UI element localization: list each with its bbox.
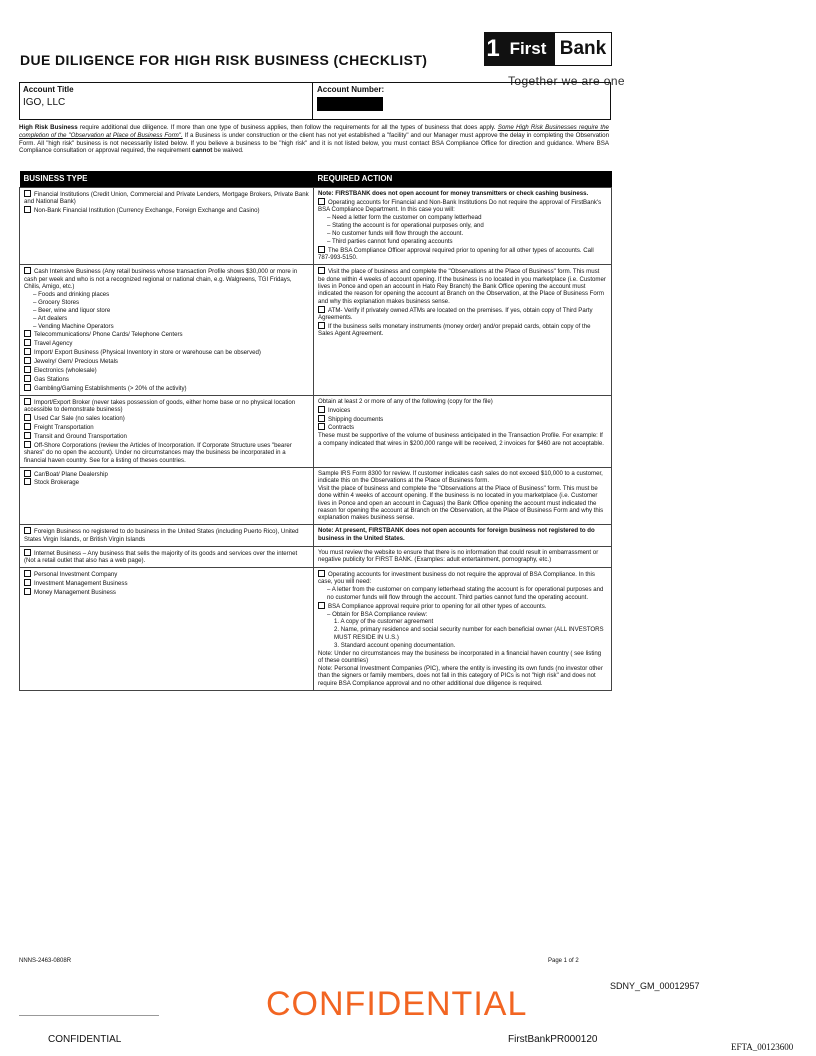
item-text: Personal Investment Company <box>34 570 118 578</box>
list-item <box>318 650 607 665</box>
checkbox[interactable] <box>318 198 325 205</box>
required-action-cell <box>314 188 612 265</box>
business-type-cell <box>20 395 314 467</box>
checkbox[interactable] <box>24 339 31 346</box>
intro-bold-lead: High Risk Business <box>19 124 78 131</box>
checkbox[interactable] <box>318 570 325 577</box>
list-item <box>318 527 607 542</box>
item-text: 3. Standard account opening documentation. <box>334 641 456 649</box>
item-text: Invoices <box>328 406 351 414</box>
item-text: BSA Compliance approval require prior to opening for all other types of accounts. <box>328 602 547 610</box>
item-text: Note: At present, FIRSTBANK does not open accounts for foreign business not registered to do business in the United States. <box>318 527 595 542</box>
list-item <box>318 602 607 610</box>
checklist-table <box>19 171 612 691</box>
list-item <box>24 549 309 565</box>
checkbox[interactable] <box>24 588 31 595</box>
list-item <box>24 299 309 306</box>
item-text: – Foods and drinking places <box>33 290 110 298</box>
business-type-cell <box>20 467 314 525</box>
required-action-cell <box>314 525 612 546</box>
item-text: – Third parties cannot fund operating accounts <box>327 237 453 245</box>
list-item <box>318 626 607 641</box>
checkbox[interactable] <box>24 206 31 213</box>
intro-text-b: If a Business is under construction or the client has not yet established a "facility" and our Manager must approve the delay in completing the Observation Form. All "high risk" business is not necessarily listed below. If you believe a business to be "high risk" and it is not listed below, you must contact BSA Compliance Office for direction and guidance. Where BSA Compliance consultation or approval required, the requirement <box>19 131 610 155</box>
list-item <box>24 588 309 596</box>
item-text: Visit the place of business and complete the "Observations at the Place of Business" form. This must be done within 4 weeks of account opening. If the business is no located in you marketplace (i.e. Customer lives in Ponce and open an account in Hato Rey Branch) the Bank Office opening the account must indicated the reason for opening the account at Branch on the Observation, at the Place of Business Form and why this explanation makes business sense. <box>318 268 606 305</box>
table-row <box>20 395 612 467</box>
list-item <box>318 267 607 305</box>
list-item <box>318 198 607 214</box>
business-type-cell <box>20 546 314 567</box>
list-item <box>24 432 309 440</box>
account-number-label: Account Number: <box>317 85 385 94</box>
list-item <box>318 230 607 237</box>
item-text: – Stating the account is for operational purposes only, and <box>327 222 484 230</box>
item-text: Jewelry/ Gem/ Precious Metals <box>34 358 118 366</box>
table-row <box>20 188 612 265</box>
checkbox[interactable] <box>24 375 31 382</box>
account-number-redaction <box>317 97 383 111</box>
required-action-cell <box>314 567 612 690</box>
confidential-stamp: CONFIDENTIAL <box>266 985 528 1023</box>
item-text: – No customer funds will flow through the account. <box>327 230 464 238</box>
checkbox[interactable] <box>24 441 31 448</box>
table-row <box>20 525 612 546</box>
list-item <box>24 348 309 356</box>
item-text: Foreign Business no registered to do business in the United States (including Puerto Rico), United States Virgin Islands, or British Virgin Islands <box>24 528 299 543</box>
item-text: – Obtain for BSA Compliance review: <box>327 610 428 618</box>
item-text: Transit and Ground Transportation <box>34 432 127 440</box>
item-text: Note: Personal Investment Companies (PIC), where the entity is investing its own funds (no investor other than the signers or family members, does not fall in this category of PICs is not "high risk" and does not require BSA Compliance approval and no other additional due diligence is required. <box>318 664 603 687</box>
required-action-cell <box>314 467 612 525</box>
required-action-cell <box>314 395 612 467</box>
list-item <box>24 330 309 338</box>
list-item <box>318 665 607 687</box>
required-action-cell <box>314 265 612 396</box>
list-item <box>318 190 607 197</box>
list-item <box>24 441 309 464</box>
item-text: These must be supportive of the volume of business anticipated in the Transaction Profile. For example: If a company indicated that wires in $200,000 range will be received, 2 invoices for $460 are not acceptable. <box>318 432 604 447</box>
item-text: Shipping documents <box>328 415 384 423</box>
checkbox[interactable] <box>24 579 31 586</box>
item-text: Off-Shore Corporations (review the Articles of Incorporation. If Corporate Structure uses "bearer shares" do no open the account). Under no circumstances may the business be incorporated in a financial haven country. See for a listing of theses countries. <box>24 441 292 464</box>
list-item <box>318 322 607 338</box>
list-item <box>318 398 607 405</box>
item-text: If the business sells monetary instruments (money order) and/or prepaid cards, obtain copy of the Sales Agent Agreement. <box>318 323 591 338</box>
account-title-value: IGO, LLC <box>23 97 66 108</box>
checkbox[interactable] <box>318 246 325 253</box>
list-item <box>318 618 607 625</box>
checkbox[interactable] <box>24 398 31 405</box>
confidential-label: CONFIDENTIAL <box>48 1034 122 1045</box>
list-item <box>318 238 607 245</box>
item-text: Operating accounts for Financial and Non-Bank Institutions Do not require the approval of FirstBank's BSA Compliance Department. In this case you will: <box>318 198 602 214</box>
list-item <box>24 579 309 587</box>
item-text: Sample IRS Form 8300 for review. If customer indicates cash sales do not exceed $10,000 to a customer, indicate this on the Observations at the Place of Business form. <box>318 469 603 484</box>
checkbox[interactable] <box>318 415 325 422</box>
list-item <box>318 485 607 522</box>
list-item <box>318 432 607 447</box>
business-type-cell <box>20 265 314 396</box>
list-item <box>24 206 309 214</box>
list-item <box>318 246 607 262</box>
intro-text-a: require additional due diligence. If more than one type of business applies, then follow the requirements for all the types of business that does apply. <box>77 124 498 131</box>
firstbank-id: FirstBankPR000120 <box>508 1034 598 1045</box>
checkbox[interactable] <box>24 478 31 485</box>
checkbox[interactable] <box>24 330 31 337</box>
account-title-label: Account Title <box>23 85 74 94</box>
checkbox[interactable] <box>318 306 325 313</box>
business-type-cell <box>20 525 314 546</box>
checkbox[interactable] <box>318 267 325 274</box>
table-row <box>20 567 612 690</box>
item-text: Contracts <box>328 424 355 432</box>
logo-one-mark: 1 <box>484 32 502 66</box>
list-item <box>24 190 309 206</box>
checkbox[interactable] <box>24 348 31 355</box>
list-item <box>318 415 607 423</box>
list-item <box>24 470 309 478</box>
item-text: – Vending Machine Operators <box>33 322 114 330</box>
checkbox[interactable] <box>24 414 31 421</box>
checkbox[interactable] <box>24 423 31 430</box>
list-item <box>24 398 309 414</box>
item-text: Investment Management Business <box>34 579 128 587</box>
logo-tagline: Together we are one <box>508 74 626 88</box>
list-item <box>318 222 607 229</box>
checkbox[interactable] <box>24 470 31 477</box>
header-required-action: REQUIRED ACTION <box>314 171 612 188</box>
page-number: Page 1 of 2 <box>548 958 579 964</box>
item-text: – Grocery Stores <box>33 298 80 306</box>
item-text: 2. Name, primary residence and social security number for each beneficial owner (ALL INVESTORS MUST RESIDE IN U.S.) <box>334 626 604 641</box>
list-item <box>318 611 607 618</box>
list-item <box>24 267 309 290</box>
list-item <box>24 315 309 322</box>
list-item <box>24 323 309 330</box>
list-item <box>24 357 309 365</box>
logo-bank-text: Bank <box>554 32 612 66</box>
list-item <box>318 470 607 485</box>
list-item <box>24 384 309 392</box>
table-row <box>20 265 612 396</box>
firstbank-logo <box>484 30 610 68</box>
list-item <box>24 339 309 347</box>
checkbox[interactable] <box>24 570 31 577</box>
item-text: Internet Business – Any business that sells the majority of its goods and services over the internet (Not a retail outlet that also has a web page). <box>24 549 298 565</box>
checkbox[interactable] <box>24 527 31 534</box>
item-text: Stock Brokerage <box>34 479 80 487</box>
list-item <box>24 375 309 383</box>
item-text: Telecommunications/ Phone Cards/ Telephone Centers <box>34 331 183 339</box>
list-item <box>24 570 309 578</box>
checkbox[interactable] <box>24 190 31 197</box>
item-text: 1. A copy of the customer agreement <box>334 618 434 626</box>
intro-text-c: be waived. <box>212 147 244 155</box>
checkbox[interactable] <box>24 357 31 364</box>
efta-number: EFTA_00123600 <box>731 1042 794 1052</box>
item-text: Note: FIRSTBANK does not open account for money transmitters or check cashing business. <box>318 190 589 197</box>
business-type-cell <box>20 188 314 265</box>
list-item <box>318 306 607 322</box>
account-box <box>19 82 611 120</box>
item-text: Obtain at least 2 or more of any of the following (copy for the file) <box>318 397 493 405</box>
item-text: – Beer, wine and liquor store <box>33 306 111 314</box>
checkbox[interactable] <box>318 602 325 609</box>
item-text: Car/Boat/ Plane Dealership <box>34 470 108 478</box>
list-item <box>24 478 309 486</box>
item-text: You must review the website to ensure that there is no information that could result in embarrassment or negative publicity for FIRST BANK. (Examples: adult entertainment, pornography, etc.) <box>318 548 599 564</box>
list-item <box>24 423 309 431</box>
required-action-cell <box>314 546 612 567</box>
list-item <box>318 642 607 649</box>
checkbox[interactable] <box>24 267 31 274</box>
item-text: Freight Transportation <box>34 423 94 431</box>
intro-underlined: Some High Risk Businesses require the completion of the "Observation at Place of Business Form". <box>19 124 609 139</box>
header-business-type: BUSINESS TYPE <box>20 171 314 188</box>
item-text: Note: Under no circumstances may the business be incorporated in a financial haven country ( see listing of these countries) <box>318 649 602 664</box>
bates-number: SDNY_GM_00012957 <box>610 981 700 991</box>
item-text: – A letter from the customer on company letterhead stating the account is for operational purposes and no customer funds will flow through the account. Third parties cannot fund the operating account. <box>327 586 604 601</box>
item-text: Gambling/Gaming Establishments (> 20% of the activity) <box>34 384 187 392</box>
checkbox[interactable] <box>24 366 31 373</box>
list-item <box>24 366 309 374</box>
list-item <box>24 527 309 543</box>
checkbox[interactable] <box>24 432 31 439</box>
table-row <box>20 546 612 567</box>
item-text: Import/ Export Business (Physical Inventory in store or warehouse can be observed) <box>34 349 261 357</box>
item-text: – Art dealers <box>33 314 68 322</box>
page-title: DUE DILIGENCE FOR HIGH RISK BUSINESS (CHECKLIST) <box>20 52 428 68</box>
intro-cannot: cannot <box>192 147 213 155</box>
footer-rule <box>19 1015 159 1016</box>
list-item <box>24 414 309 422</box>
list-item <box>318 406 607 414</box>
item-text: The BSA Compliance Officer approval required prior to opening for all other types of accounts. Call 787-993-5150. <box>318 246 594 262</box>
item-text: Travel Agency <box>34 340 73 348</box>
list-item <box>318 586 607 601</box>
item-text: Money Management Business <box>34 588 116 596</box>
checklist-body <box>20 188 612 691</box>
checkbox[interactable] <box>24 384 31 391</box>
list-item <box>318 423 607 431</box>
item-text: Gas Stations <box>34 375 69 383</box>
list-item <box>318 570 607 586</box>
item-text: Import/Export Broker (never takes possession of goods, either home base or no physical location accessible to demonstrate business) <box>24 398 296 414</box>
checkbox[interactable] <box>318 406 325 413</box>
list-item <box>24 291 309 298</box>
item-text: Electronics (wholesale) <box>34 367 97 375</box>
item-text: Visit the place of business and complete the "Observations at the Place of Business" form. This must be done within 4 weeks of account opening. If the business is no located in you marketplace (i.e. Customer lives in Ponce and open an account in Caguas) the Bank Office opening the account must indicated the reason for opening the account at Branch on the Observation, at the Place of Business Form and why this explanation makes business sense. <box>318 484 604 522</box>
checkbox[interactable] <box>24 549 31 556</box>
list-item <box>24 307 309 314</box>
item-text: Non-Bank Financial Institution (Currency Exchange, Foreign Exchange and Casino) <box>34 207 260 215</box>
table-row <box>20 467 612 525</box>
item-text: Operating accounts for investment business do not require the approval of BSA Compliance. In this case, you will need: <box>318 570 595 586</box>
intro-paragraph <box>19 124 609 155</box>
item-text: Financial Institutions (Credit Union, Commercial and Private Lenders, Mortgage Brokers, Private Bank and National Bank) <box>24 191 309 206</box>
checkbox[interactable] <box>318 322 325 329</box>
logo-first-text: First <box>502 32 554 66</box>
account-box-divider <box>312 83 313 119</box>
business-type-cell <box>20 567 314 690</box>
list-item <box>318 549 607 564</box>
form-code: NNNS-2463-0808R <box>19 958 72 964</box>
list-item <box>318 214 607 221</box>
item-text: – Need a letter form the customer on company letterhead <box>327 214 482 222</box>
item-text: ATM- Verify if privately owned ATMs are located on the premises. If yes, obtain copy of Third Party Agreements. <box>318 306 593 322</box>
checkbox[interactable] <box>318 423 325 430</box>
item-text: Used Car Sale (no sales location) <box>34 415 125 423</box>
item-text: Cash Intensive Business (Any retail business whose transaction Profile shows $30,000 or more in cash per week and who is not a recognized regional or national chain, e.g. Walgreens, TGI Fridays, Chilis, Amigo, etc.) <box>24 268 298 290</box>
